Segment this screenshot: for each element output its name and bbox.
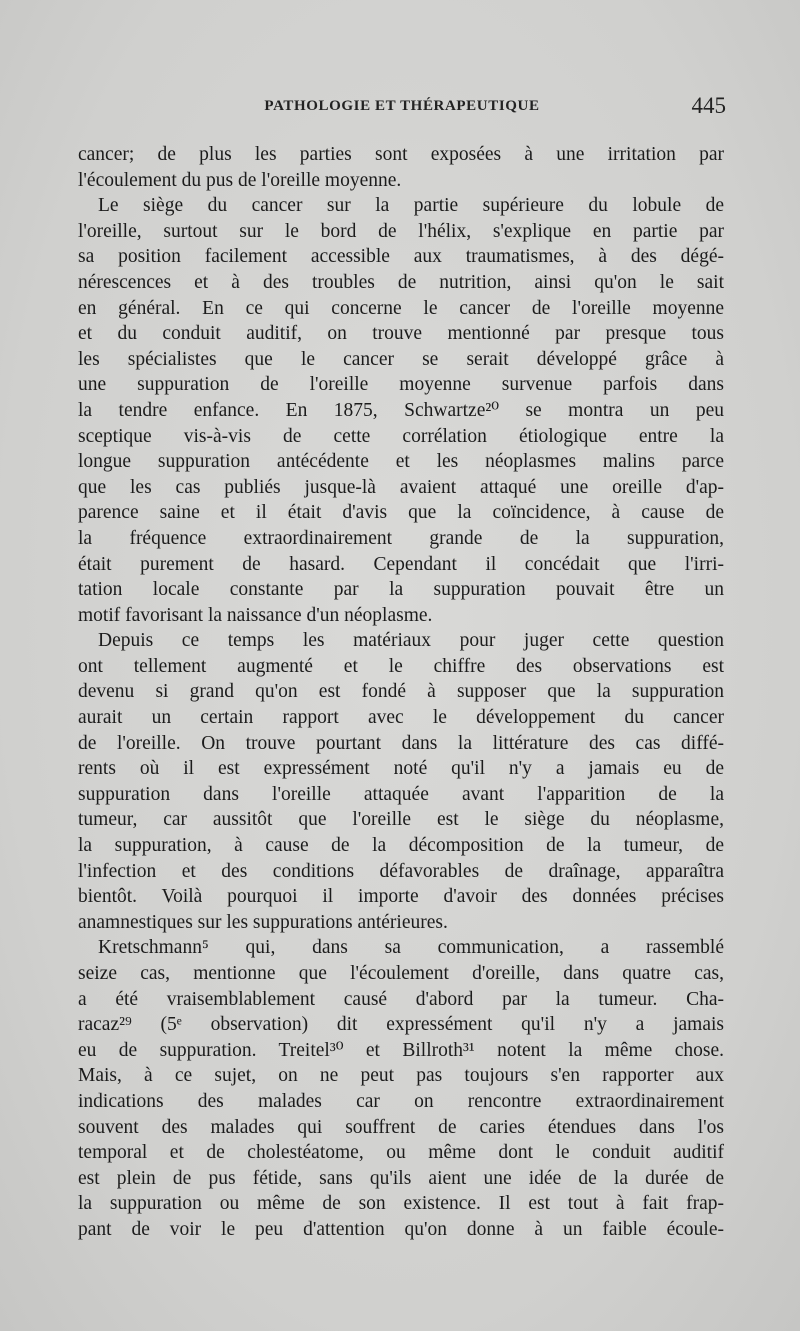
paragraph-start-line: Kretschmann⁵ qui, dans sa communication, a rassemblé — [98, 937, 724, 959]
text-line: longue suppuration antécédente et les néoplasmes malins parce — [78, 451, 724, 473]
text-line: aurait un certain rapport avec le développement du cancer — [78, 707, 724, 729]
text-line: cancer; de plus les parties sont exposées à une irritation par — [78, 144, 724, 165]
text-line: motif favorisant la naissance d'un néoplasme. — [78, 604, 433, 626]
text-line: ont tellement augmenté et le chiffre des observations est — [78, 655, 724, 677]
body-text — [78, 142, 724, 1243]
text-line: bientôt. Voilà pourquoi il importe d'avoir des données précises — [78, 886, 724, 908]
text-line: suppuration dans l'oreille attaquée avant l'apparition de la — [78, 783, 724, 805]
text-line: rents où il est expressément noté qu'il n'y a jamais eu de — [78, 758, 724, 780]
text-line: tation locale constante par la suppuration pouvait être un — [78, 579, 724, 601]
text-line: temporal et de cholestéatome, ou même dont le conduit auditif — [78, 1142, 724, 1164]
text-line: les spécialistes que le cancer se serait développé grâce à — [78, 348, 724, 370]
text-line: nérescences et à des troubles de nutrition, ainsi qu'on le sait — [78, 271, 724, 293]
text-line: Mais, à ce sujet, on ne peut pas toujours s'en rapporter aux — [78, 1065, 724, 1087]
text-line: de l'oreille. On trouve pourtant dans la littérature des cas diffé- — [78, 732, 724, 754]
text-line: l'oreille, surtout sur le bord de l'hélix, s'explique en partie par — [78, 220, 724, 242]
text-line: en général. En ce qui concerne le cancer de l'oreille moyenne — [78, 297, 724, 319]
text-line: pant de voir le peu d'attention qu'on donne à un faible écoule- — [78, 1218, 724, 1240]
text-line: une suppuration de l'oreille moyenne survenue parfois dans — [78, 374, 724, 396]
text-line: l'infection et des conditions défavorables de draînage, apparaîtra — [78, 860, 724, 882]
text-line: et du conduit auditif, on trouve mentionné par presque tous — [78, 323, 724, 345]
text-line: la suppuration ou même de son existence. Il est tout à fait frap- — [78, 1193, 724, 1215]
text-line: eu de suppuration. Treitel³⁰ et Billroth³¹ notent la même chose. — [78, 1039, 724, 1061]
page-number: 445 — [691, 93, 726, 118]
text-line: sceptique vis-à-vis de cette corrélation étiologique entre la — [78, 425, 724, 447]
text-line: devenu si grand qu'on est fondé à supposer que la suppuration — [78, 681, 724, 703]
text-line: était purement de hasard. Cependant il concédait que l'irri- — [78, 553, 724, 575]
text-line: parence saine et il était d'avis que la coïncidence, à cause de — [78, 502, 724, 524]
running-head — [78, 93, 726, 120]
text-line: seize cas, mentionne que l'écoulement d'oreille, dans quatre cas, — [78, 963, 724, 984]
text-line: l'écoulement du pus de l'oreille moyenne. — [78, 169, 402, 191]
text-line: la suppuration, à cause de la décomposition de la tumeur, de — [78, 835, 724, 857]
text-line: indications des malades car on rencontre extraordinairement — [78, 1090, 724, 1112]
text-line: a été vraisemblablement causé d'abord par la tumeur. Cha- — [78, 988, 724, 1010]
text-line: anamnestiques sur les suppurations antérieures. — [78, 911, 448, 933]
text-line: la tendre enfance. En 1875, Schwartze²⁰ se montra un peu — [78, 399, 724, 421]
paragraph-start-line: Le siège du cancer sur la partie supérieure du lobule de — [98, 195, 724, 217]
text-line: est plein de pus fétide, sans qu'ils aient une idée de la durée de — [78, 1167, 724, 1189]
text-line: racaz²⁹ (5ᵉ observation) dit expressément qu'il n'y a jamais — [78, 1014, 724, 1036]
text-line: que les cas publiés jusque-là avaient attaqué une oreille d'ap- — [78, 476, 724, 498]
running-title: PATHOLOGIE ET THÉRAPEUTIQUE — [264, 98, 540, 114]
text-line: souvent des malades qui souffrent de caries étendues dans l'os — [78, 1116, 724, 1138]
text-line: tumeur, car aussitôt que l'oreille est le siège du néoplasme, — [78, 809, 724, 831]
text-line: la fréquence extraordinairement grande de la suppuration, — [78, 527, 724, 549]
text-line: sa position facilement accessible aux traumatismes, à des dégé- — [78, 246, 724, 268]
paragraph-start-line: Depuis ce temps les matériaux pour juger cette question — [98, 630, 724, 652]
